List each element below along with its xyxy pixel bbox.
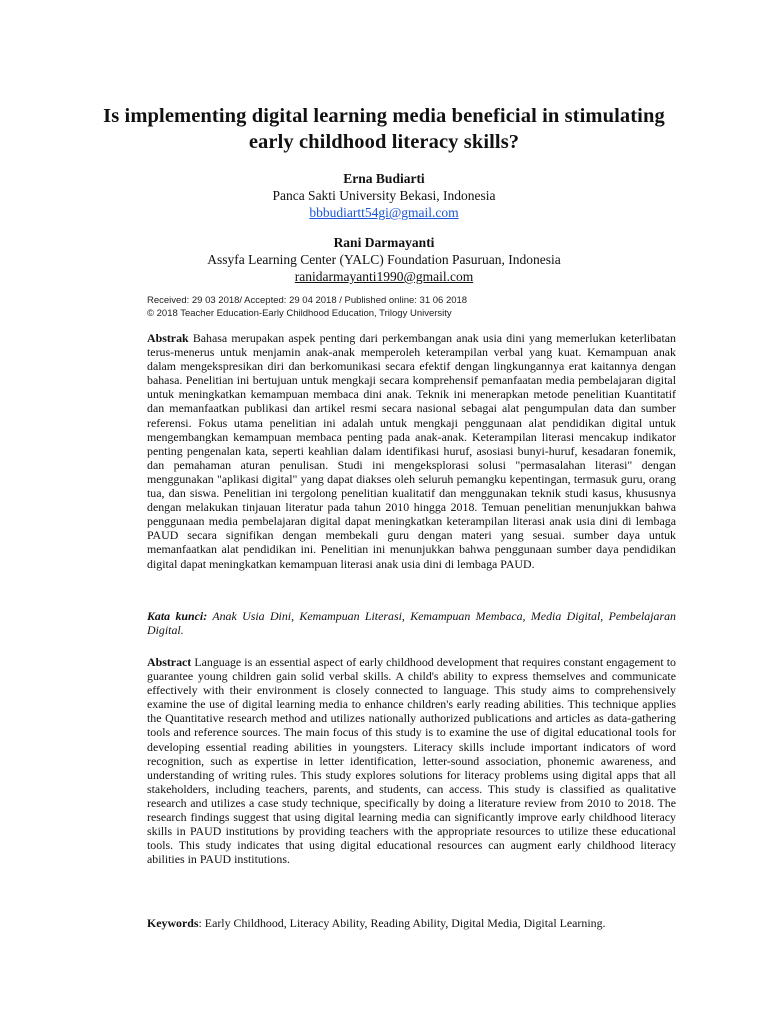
paper-title: Is implementing digital learning media beneficial in stimulating early childhood literacy skills? — [103, 105, 665, 153]
kata-kunci-text: Anak Usia Dini, Kemampuan Literasi, Kemampuan Membaca, Media Digital, Pembelajaran Digital. — [147, 609, 677, 638]
author-affiliation: Panca Sakti University Bekasi, Indonesia — [272, 188, 496, 203]
abstrak-paragraph — [147, 331, 676, 571]
publication-dates: Received: 29 03 2018/ Accepted: 29 04 2018 / Published online: 31 06 2018 — [147, 295, 468, 306]
copyright-line: © 2018 Teacher Education-Early Childhood Education, Trilogy University — [147, 307, 452, 319]
abstract-text: Language is an essential aspect of early childhood development that requires constant engagement to guarantee young children gain solid verbal skills. A child's ability to express themselves and communicate effectively with their environment is closely connected to language. This study aims to comprehensively examine the use of digital learning media to enhance children's early reading abilities. This technique applies the Quantitative research method and utilizes nationally authorized publications and articles as data-gathering tools and reference sources. The main focus of this study is to examine the use of digital educational tools for developing essential reading abilities in youngsters. Literacy skills include important indicators of word recognition, such as expertise in letter identification, letter-sound association, phonemic awareness, and understanding of writing rules. This study explores solutions for literacy problems using digital apps that all stakeholders, including teachers, parents, and students, can access. This study is classified as qualitative research and utilizes a case study technique, specifically by doing a literature review from 2010 to 2018. The research findings suggest that using digital learning media can significantly improve early childhood literacy skills in PAUD institutions by providing teachers with the appropriate resources to utilize these educational tools. This study indicates that using digital educational resources can augment early childhood literacy abilities in PAUD institutions. — [147, 655, 676, 867]
keywords-paragraph — [147, 916, 676, 930]
author-email-link[interactable]: bbbudiartt54gi@gmail.com — [309, 205, 459, 220]
keywords-label: Keywords — [147, 916, 199, 930]
keywords-text: : Early Childhood, Literacy Ability, Reading Ability, Digital Media, Digital Learning. — [198, 916, 606, 930]
publication-meta — [147, 295, 467, 320]
kata-kunci-label: Kata kunci: — [147, 609, 208, 623]
abstrak-text: Bahasa merupakan aspek penting dari perkembangan anak usia dini yang memerlukan keterlibatan terus-menerus untuk menjamin anak-anak memperoleh keterampilan verbal yang kuat. Kemampuan anak dalam mengekspresikan diri dan berkomunikasi secara efektif dengan lingkungannya erat kaitannya dengan bahasa. Penelitian ini bertujuan untuk mengkaji secara komprehensif pemanfaatan media pembelajaran digital untuk meningkatkan kemampuan membaca dini anak. Teknik ini menerapkan metode penelitian Kuantitatif dan memanfaatkan publikasi dan artikel resmi secara nasional sebagai alat pengumpulan data dan sumber referensi. Fokus utama penelitian ini adalah untuk mengkaji penggunaan alat pendidikan digital untuk mengembangkan kemampuan membaca penting pada anak-anak. Keterampilan literasi mencakup indikator penting pengenalan kata, seperti keahlian dalam identifikasi huruf, asosiasi bunyi-huruf, kesadaran fonemik, dan pemahaman aturan penulisan. Studi ini mengeksplorasi solusi "permasalahan literasi" dengan menggunakan "aplikasi digital" yang dapat diakses oleh seluruh pemangku kepentingan, termasuk guru, orang tua, dan siswa. Penelitian ini tergolong penelitian kualitatif dan menggunakan teknik studi kasus, khususnya dengan melakukan tinjauan literatur pada tahun 2010 hingga 2018. Temuan penelitian menunjukkan bahwa penggunaan media pembelajaran digital dapat meningkatkan keterampilan literasi anak usia dini di lembaga PAUD secara signifikan dengan membekali guru dengan materi yang sesuai. sumber daya untuk memanfaatkan alat pendidikan ini. Penelitian ini menunjukkan bahwa penggunaan sumber daya pendidikan digital dapat meningkatkan kemampuan literasi anak usia dini di lembaga PAUD. — [147, 331, 676, 571]
abstract-label: Abstract — [147, 655, 192, 669]
abstract-paragraph — [147, 655, 676, 866]
kata-kunci-paragraph — [147, 609, 676, 637]
author-affiliation: Assyfa Learning Center (YALC) Foundation Pasuruan, Indonesia — [207, 252, 561, 267]
abstrak-label: Abstrak — [147, 331, 189, 345]
author-name: Rani Darmayanti — [333, 235, 435, 250]
author-block-2 — [90, 234, 678, 285]
author-email-link[interactable]: ranidarmayanti1990@gmail.com — [294, 269, 474, 284]
author-name: Erna Budiarti — [343, 171, 425, 186]
author-block-1 — [90, 170, 678, 221]
